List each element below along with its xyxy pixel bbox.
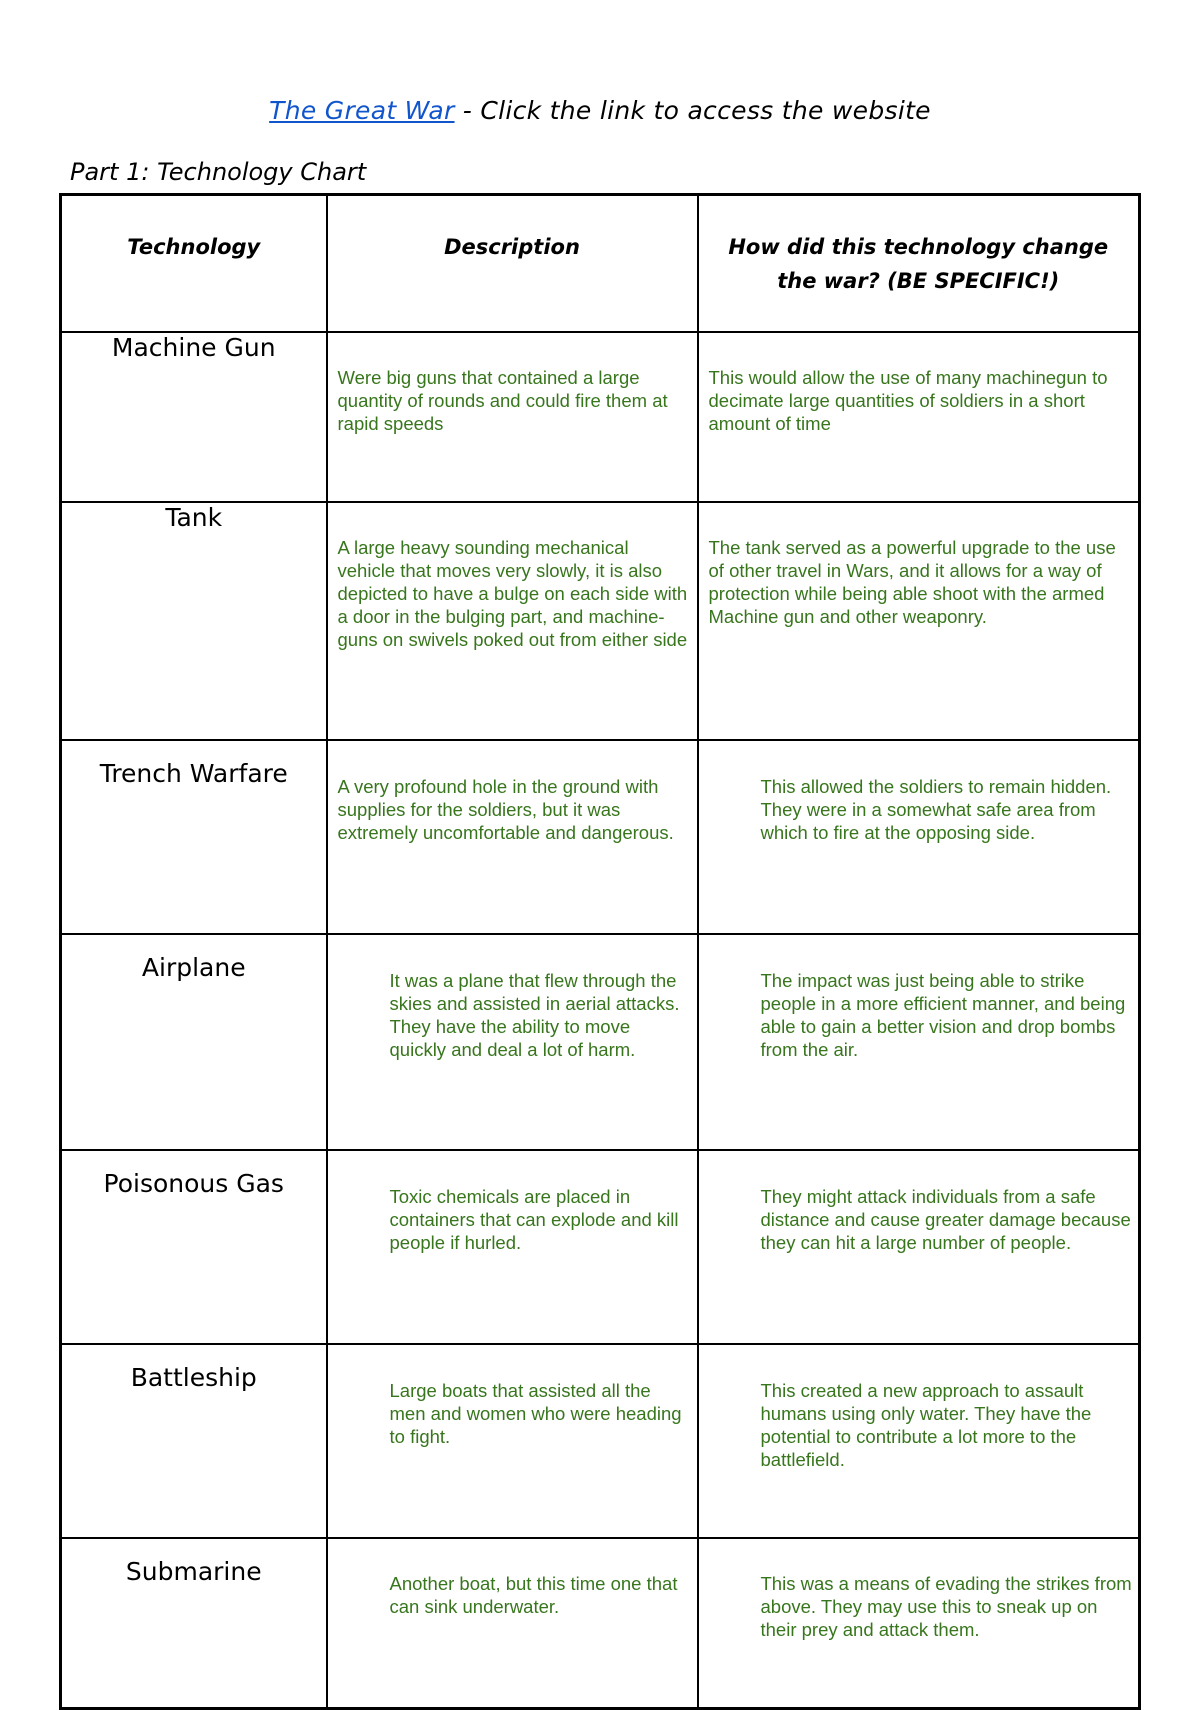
table-header-row [61,195,1140,333]
page-header [0,96,1200,125]
description-cell[interactable]: Another boat, but this time one that can sink underwater. [327,1538,698,1709]
impact-cell[interactable]: The impact was just being able to strike people in a more efficient manner, and being able to gain a better vision and drop bombs from the air. [698,934,1140,1150]
table-row [61,934,1140,1150]
header-instruction: - Click the link to access the website [454,96,931,125]
technology-name: Trench Warfare [61,740,327,934]
column-header-description: Description [327,195,698,333]
table-row [61,1150,1140,1344]
table-row [61,1344,1140,1538]
impact-cell[interactable]: The tank served as a powerful upgrade to the use of other travel in Wars, and it allows for a way of protection while being able shoot with the armed Machine gun and other weaponry. [698,502,1140,740]
description-cell[interactable]: A very profound hole in the ground with supplies for the soldiers, but it was extremely uncomfortable and dangerous. [327,740,698,934]
technology-name: Battleship [61,1344,327,1538]
technology-chart [59,193,1141,1710]
great-war-link[interactable]: The Great War [269,96,455,125]
technology-name: Airplane [61,934,327,1150]
impact-cell[interactable]: This allowed the soldiers to remain hidden. They were in a somewhat safe area from which to fire at the opposing side. [698,740,1140,934]
table-row [61,332,1140,502]
table-row [61,1538,1140,1709]
technology-name: Machine Gun [61,332,327,502]
column-header-impact: How did this technology change the war? (BE SPECIFIC!) [698,195,1140,333]
impact-cell[interactable]: They might attack individuals from a safe distance and cause greater damage because they can hit a large number of people. [698,1150,1140,1344]
column-header-technology: Technology [61,195,327,333]
technology-name: Submarine [61,1538,327,1709]
technology-name: Poisonous Gas [61,1150,327,1344]
description-cell[interactable]: Large boats that assisted all the men and women who were heading to fight. [327,1344,698,1538]
description-cell[interactable]: Were big guns that contained a large quantity of rounds and could fire them at rapid speeds [327,332,698,502]
table-row [61,502,1140,740]
impact-cell[interactable]: This was a means of evading the strikes from above. They may use this to sneak up on their prey and attack them. [698,1538,1140,1709]
impact-cell[interactable]: This created a new approach to assault humans using only water. They have the potential to contribute a lot more to the battlefield. [698,1344,1140,1538]
section-title: Part 1: Technology Chart [70,158,367,186]
table-row [61,740,1140,934]
technology-name: Tank [61,502,327,740]
description-cell[interactable]: Toxic chemicals are placed in containers that can explode and kill people if hurled. [327,1150,698,1344]
description-cell[interactable]: It was a plane that flew through the skies and assisted in aerial attacks. They have the ability to move quickly and deal a lot of harm. [327,934,698,1150]
impact-cell[interactable]: This would allow the use of many machinegun to decimate large quantities of soldiers in a short amount of time [698,332,1140,502]
description-cell[interactable]: A large heavy sounding mechanical vehicle that moves very slowly, it is also depicted to have a bulge on each side with a door in the bulging part, and machine-guns on swivels poked out from either side [327,502,698,740]
